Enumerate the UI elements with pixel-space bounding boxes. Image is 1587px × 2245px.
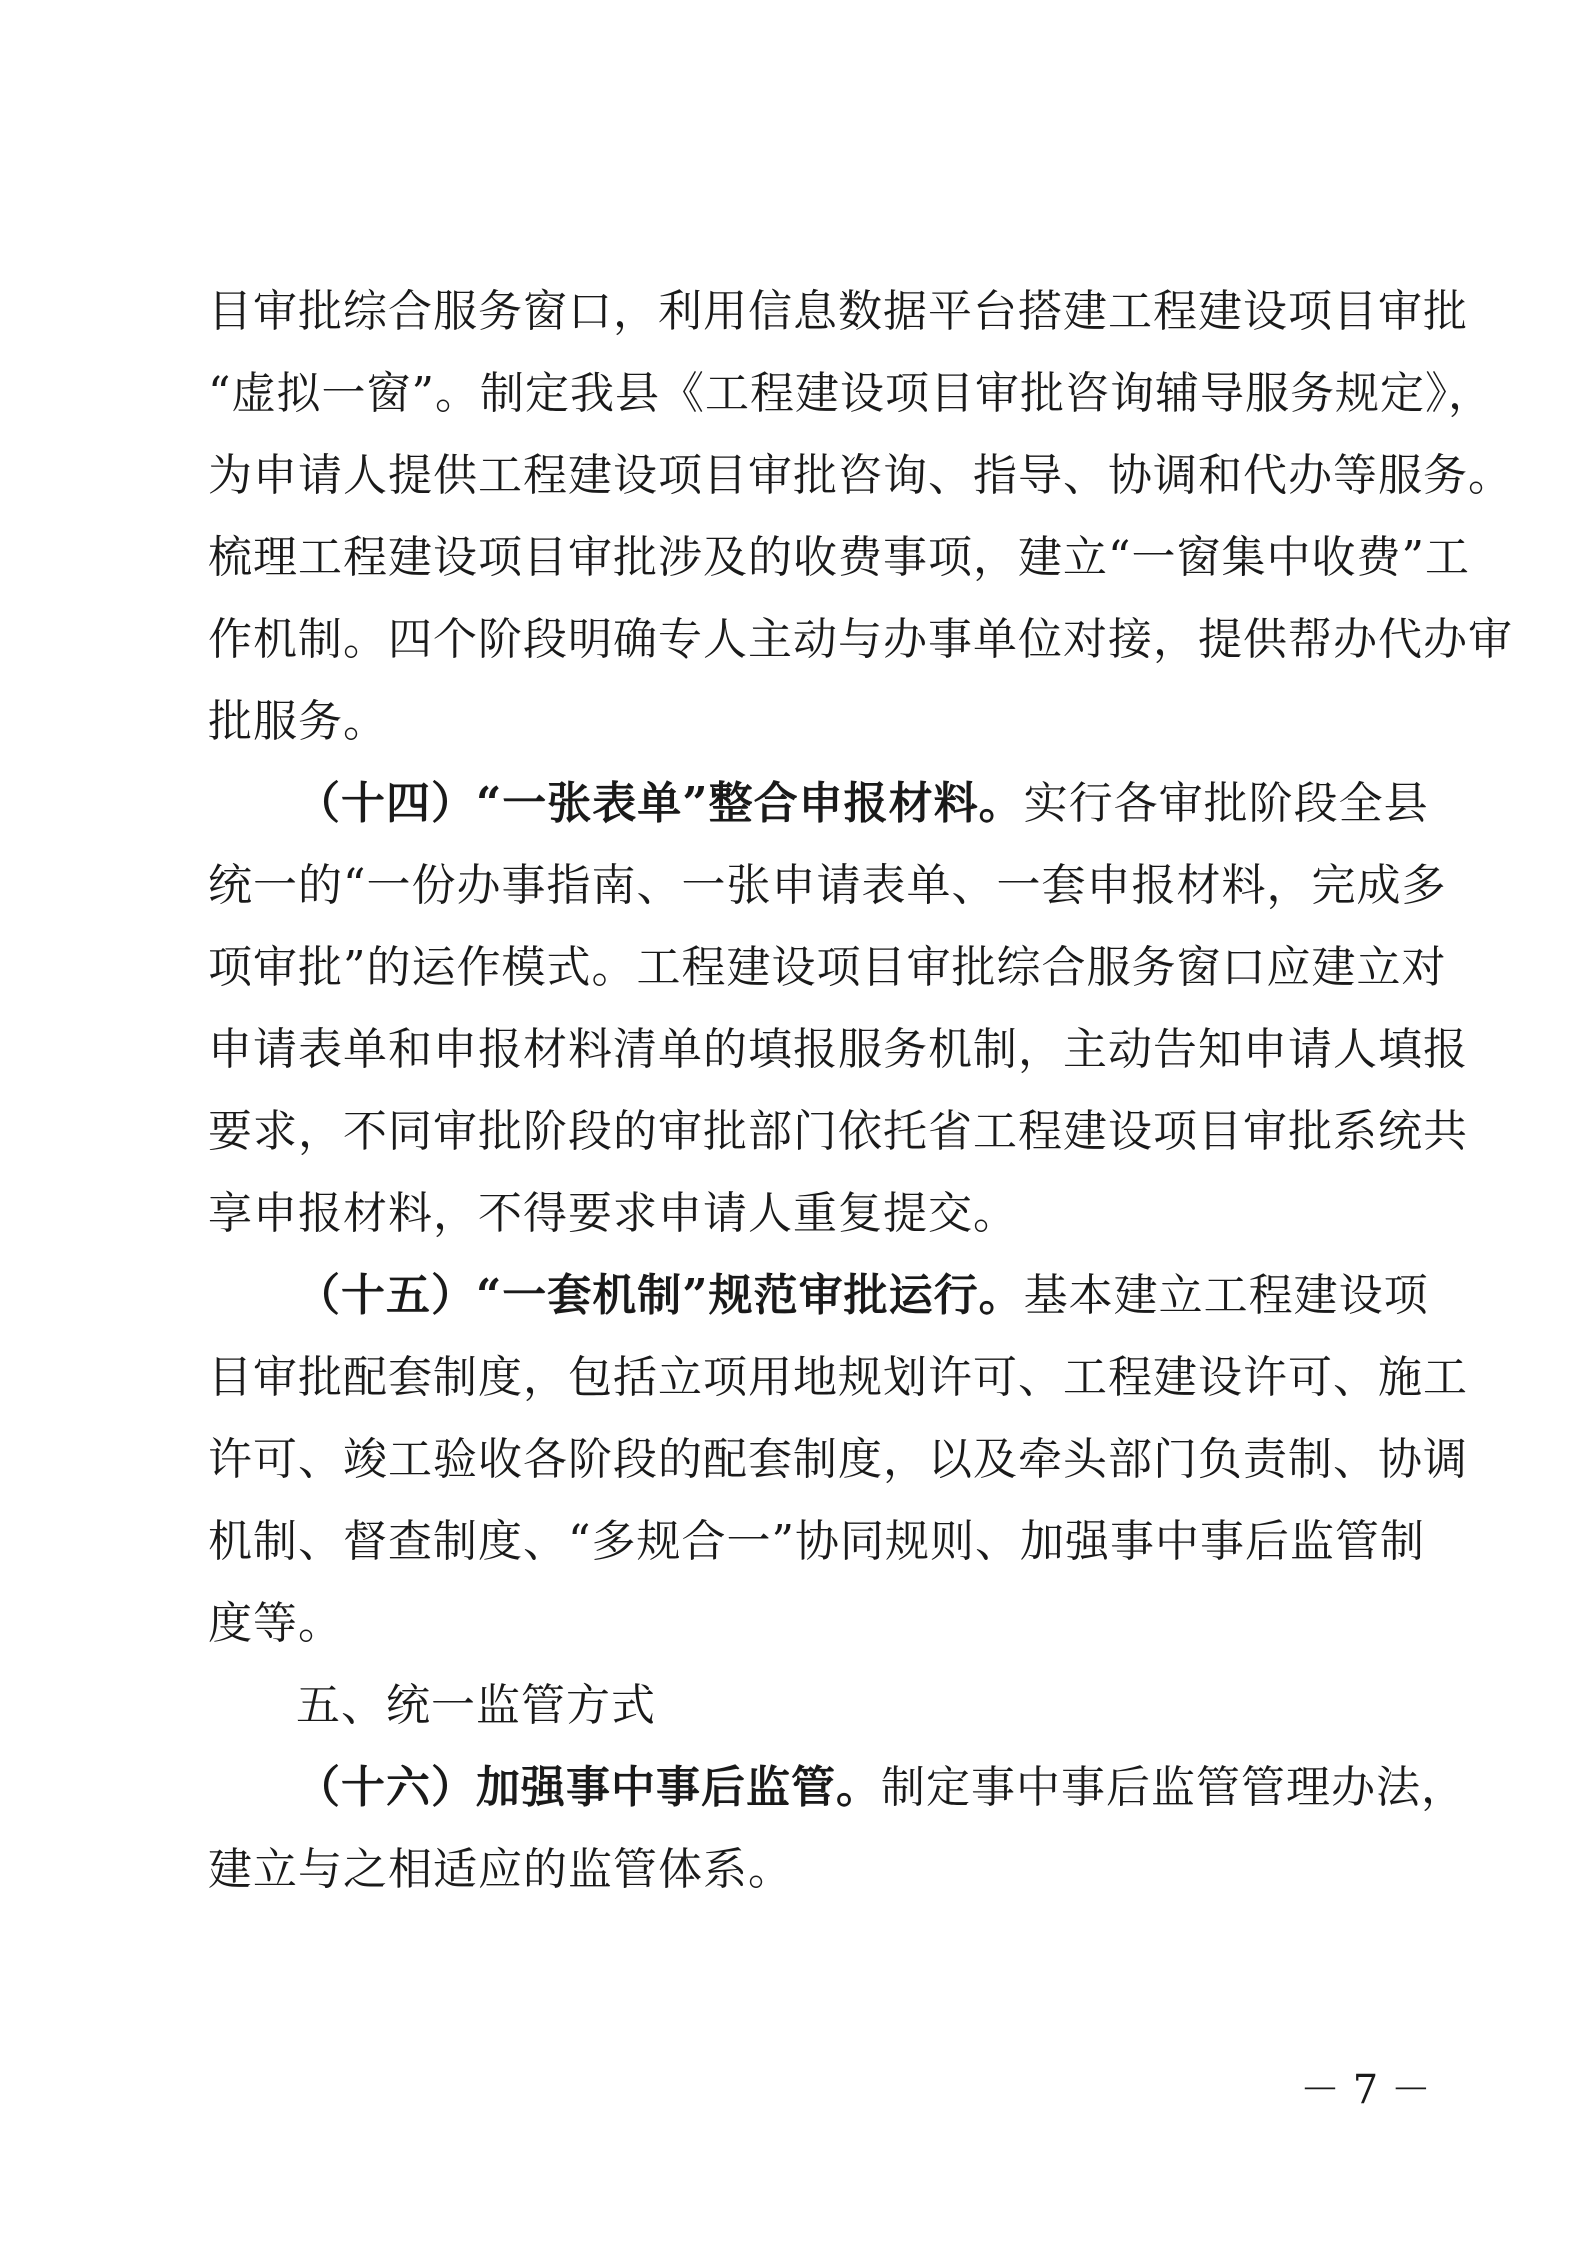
text-line: 建立与之相适应的监管体系。	[208, 1844, 793, 1895]
text-line: 目审批配套制度，包括立项用地规划许可、工程建设许可、施工	[208, 1352, 1468, 1403]
text-line: 批服务。	[208, 696, 388, 747]
section-5-title: 五、统一监管方式	[296, 1680, 656, 1731]
paragraph-14-text: 实行各审批阶段全县	[1023, 778, 1429, 829]
text-line: 机制、督查制度、“多规合一”协同规则、加强事中事后监管制	[208, 1516, 1425, 1567]
paragraph-16-text: 制定事中事后监管管理办法，	[881, 1762, 1466, 1813]
text-line: 为申请人提供工程建设项目审批咨询、指导、协调和代办等服务。	[208, 450, 1513, 501]
paragraph-15-first-line	[296, 1266, 1429, 1326]
text-line: 目审批综合服务窗口，利用信息数据平台搭建工程建设项目审批	[208, 286, 1468, 337]
text-line: 作机制。四个阶段明确专人主动与办事单位对接，提供帮办代办审	[208, 614, 1513, 665]
text-line: 许可、竣工验收各阶段的配套制度，以及牵头部门负责制、协调	[208, 1434, 1468, 1485]
text-line: “虚拟一窗”。制定我县《工程建设项目审批咨询辅导服务规定》，	[208, 368, 1493, 419]
paragraph-16-first-line	[296, 1758, 1466, 1818]
text-line: 统一的“一份办事指南、一张申请表单、一套申报材料，完成多	[208, 860, 1447, 911]
text-line: 要求，不同审批阶段的审批部门依托省工程建设项目审批系统共	[208, 1106, 1468, 1157]
text-line: 享申报材料，不得要求申请人重复提交。	[208, 1188, 1018, 1239]
paragraph-14-first-line	[296, 774, 1429, 834]
text-line: 申请表单和申报材料清单的填报服务机制，主动告知申请人填报	[208, 1024, 1468, 1075]
page-number: － 7 －	[1300, 2067, 1431, 2113]
paragraph-15-heading: （十五）“一套机制”规范审批运行。	[296, 1270, 1024, 1321]
paragraph-16-heading: （十六）加强事中事后监管。	[296, 1762, 881, 1813]
text-line: 梳理工程建设项目审批涉及的收费事项，建立“一窗集中收费”工	[208, 532, 1470, 583]
paragraph-14-heading: （十四）“一张表单”整合申报材料。	[296, 778, 1024, 829]
text-line: 项审批”的运作模式。工程建设项目审批综合服务窗口应建立对	[208, 942, 1447, 993]
text-line: 度等。	[208, 1598, 343, 1649]
paragraph-15-text: 基本建立工程建设项	[1023, 1270, 1429, 1321]
